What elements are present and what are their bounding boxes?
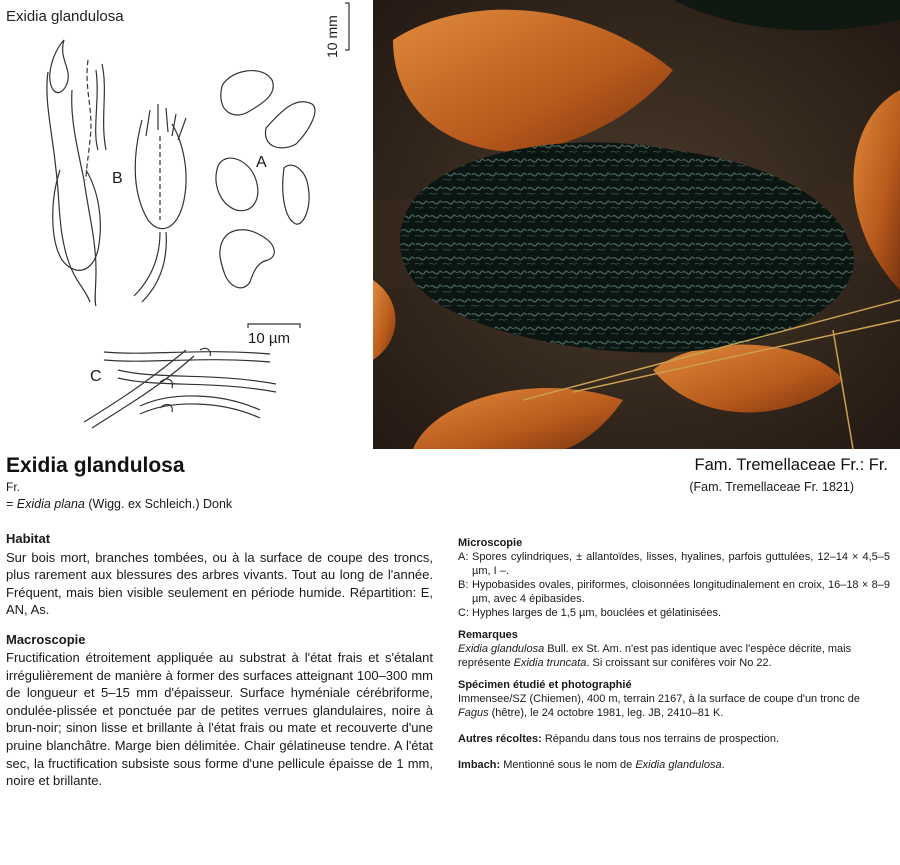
specimen-heading: Spécimen étudié et photographié — [458, 678, 632, 691]
remarques-section — [458, 629, 890, 671]
figure-title: Exidia glandulosa — [6, 8, 124, 25]
macroscopie-text: Fructification étroitement appliquée au substrat à l'état frais et s'étalant irrégulièrement de manière à former des surfaces atteignant 100–300 mm de longueur et 5–15 mm d'épaisseur. Surface hyméniale cérébriforme, ondulée-plissée et ponctuée par de petites verrues glandulaires, noire à brun-noir; sinon lisse et brillante à l'état frais ou mate et recouverte d'une pruine blanchâtre. Marge bien délimitée. Chair gélatineuse tendre. A l'état sec, la fructification subsiste sous forme d'une pellicule épaisse de 1 mm, noire et brillante. — [6, 650, 433, 789]
hyphae-drawing — [84, 348, 276, 428]
microscopie-item-a: A: Spores cylindriques, ± allantoïdes, lisses, hyalines, parfois guttulées, 12–14 × 4,5–5 µm, I –. — [458, 550, 890, 577]
imbach-section: Imbach: Mentionné sous le nom de Exidia glandulosa. — [458, 758, 725, 771]
autres-text: Répandu dans tous nos terrains de prospection. — [541, 732, 780, 745]
imbach-heading: Imbach: — [458, 758, 501, 771]
scale-label-mm: 10 mm — [324, 15, 340, 58]
autres-section — [458, 733, 890, 747]
imbach-text: Mentionné sous le nom de — [500, 758, 636, 771]
species-name: Exidia glandulosa — [6, 454, 185, 477]
remarques-heading: Remarques — [458, 628, 518, 641]
microscopie-heading: Microscopie — [458, 537, 523, 549]
species-author: Fr. — [6, 480, 20, 494]
label-b: B — [112, 170, 123, 187]
remarques-text: Exidia glandulosa Bull. ex St. Am. n'est pas identique avec l'espèce décrite, mais représente Exidia truncata. Si croissant sur conifères voir No 22. — [458, 642, 852, 669]
label-a: A — [256, 154, 267, 171]
family-name: Fam. Tremellaceae Fr.: Fr. — [694, 456, 888, 474]
habitat-heading: Habitat — [6, 531, 51, 546]
fungus-photograph — [373, 0, 900, 449]
scale-bar-mm — [345, 3, 349, 50]
macroscopie-heading: Macroscopie — [6, 631, 86, 647]
microscopie-section — [458, 537, 890, 621]
basidium-drawing-right — [134, 104, 186, 302]
microscopy-drawing — [0, 0, 372, 450]
basidium-drawing-left — [47, 40, 106, 306]
synonym: = Exidia plana (Wigg. ex Schleich.) Donk — [6, 497, 233, 511]
microscopie-item-b: B: Hypobasides ovales, piriformes, cloisonnées longitudinalement en croix, 16–18 × 8–9 µm, avec 4 épibasides. — [458, 578, 890, 605]
scale-bar-um — [248, 324, 300, 328]
spores-drawing — [216, 71, 315, 288]
specimen-section — [458, 679, 890, 721]
habitat-text: Sur bois mort, branches tombées, ou à la surface de coupe des troncs, plus rarement aux blessures des arbres vivants. Tout au long de l'année. Fréquent, mais bien visible seulement en période humide. Répartition: E, AN, As. — [6, 549, 433, 618]
right-column — [458, 537, 890, 781]
scale-label-um: 10 µm — [248, 330, 290, 347]
label-c: C — [90, 368, 102, 385]
microscopie-item-c: C: Hyphes larges de 1,5 µm, bouclées et gélatinisées. — [458, 606, 722, 619]
left-column — [6, 530, 433, 802]
family-old-name: (Fam. Tremellaceae Fr. 1821) — [689, 480, 854, 494]
autres-heading: Autres récoltes: — [458, 732, 542, 745]
specimen-text: Immensee/SZ (Chiemen), 400 m, terrain 2167, à la surface de coupe d'un tronc de Fagus (hêtre), le 24 octobre 1981, leg. JB, 2410–81 K. — [458, 692, 860, 719]
